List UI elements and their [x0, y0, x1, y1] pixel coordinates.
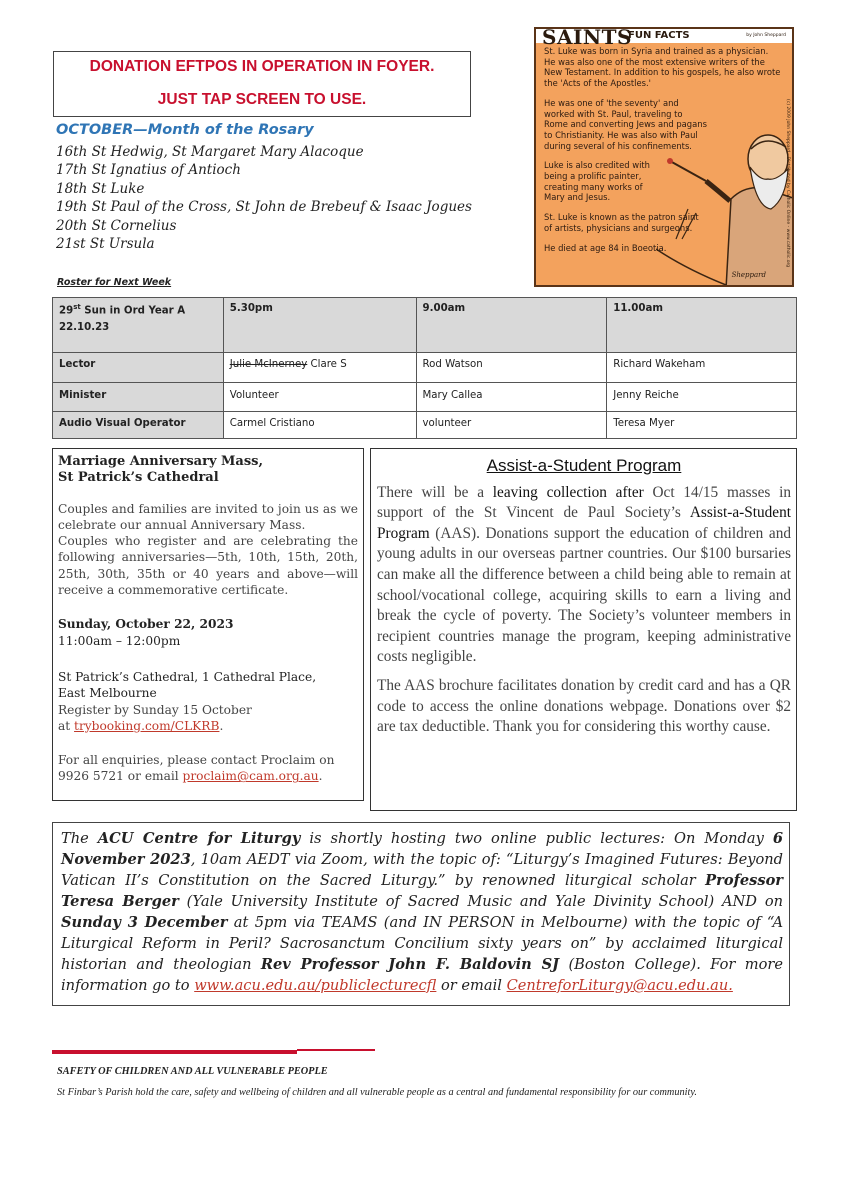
feast-list — [56, 143, 472, 253]
roster-header-time: 11.00am — [607, 298, 797, 353]
acu-centre-name: ACU Centre for Liturgy — [97, 830, 301, 847]
struck-name: Julie McInerney — [229, 359, 308, 370]
roster-table — [52, 297, 797, 439]
footer-divider — [52, 1050, 297, 1054]
roster-header-row — [53, 298, 797, 353]
speaker-2: Rev Professor John F. Baldovin SJ — [260, 956, 560, 973]
marriage-venue-2: East Melbourne — [58, 686, 157, 701]
marriage-intro: Couples and families are invited to join us as we celebrate our annual Anniversary Mass. — [58, 501, 358, 532]
lecture-date-2: Sunday 3 December — [61, 914, 228, 931]
text-span: (AAS). Donations support the education of children and young adults in our overseas partner countries. Our $100 bursaries can make all the difference between a child being able to remain at school/vocational college, acquiring skills to earn a living and break the cycle of poverty. The Society’s volunteer members in recipient countries manage the program, keeping administrative costs negligible. — [377, 524, 791, 666]
roster-date: 22.10.23 — [59, 322, 110, 334]
safety-title: SAFETY OF CHILDREN AND ALL VULNERABLE PEOPLE — [57, 1066, 328, 1077]
text-span: (Yale University Institute of Sacred Music and Yale Divinity School) AND on — [178, 893, 783, 910]
feast-item: 16th St Hedwig, St Margaret Mary Alacoque — [56, 144, 364, 160]
feast-item: 19th St Paul of the Cross, St John de Brebeuf & Isaac Jogues — [56, 199, 472, 216]
assist-title: Assist-a-Student Program — [486, 456, 682, 475]
acu-lecture-box — [52, 822, 790, 1006]
marriage-venue-1: St Patrick’s Cathedral, 1 Cathedral Place, — [58, 669, 317, 684]
marriage-title-2: St Patrick’s Cathedral — [58, 470, 219, 486]
saints-title: SAINTS — [542, 27, 632, 49]
saints-signature: Sheppard — [731, 271, 766, 279]
footer-divider-thin — [297, 1049, 375, 1051]
saints-byline: by John Sheppard — [746, 33, 786, 38]
feast-item: 18th St Luke — [56, 180, 145, 197]
saints-credit: (c) 2009 John Sheppard - Distributed by Catholic Online - www.catholic.org — [785, 99, 790, 268]
roster-cell: volunteer — [416, 412, 607, 439]
acu-email-link[interactable]: CentreforLiturgy@acu.edu.au. — [506, 977, 733, 994]
safety-statement: St Finbar’s Parish hold the care, safety and wellbeing of children and all vulnerable people as a central and fundamental responsibility for our community. — [57, 1087, 697, 1098]
assist-paragraph-1 — [377, 483, 791, 668]
sunday-number: 29 — [59, 305, 74, 317]
table-row — [53, 412, 797, 439]
roster-cell: Jenny Reiche — [607, 383, 797, 412]
marriage-anniversary-box — [52, 448, 364, 801]
table-row — [53, 383, 797, 412]
text-span: The — [61, 830, 98, 847]
table-row — [53, 353, 797, 383]
trybooking-link[interactable]: trybooking.com/CLKRB — [74, 718, 220, 733]
roster-cell: Mary Callea — [416, 383, 607, 412]
enquiries-text: For all enquiries, please contact Proclaim on 9926 5721 or email — [58, 753, 335, 784]
marriage-details: Couples who register and are celebrating the following anniversaries—5th, 10th, 15th, 20th, 25th, 30th, 35th or 40 years and above—will receive a commemorative certificate. — [58, 534, 358, 598]
roster-cell: Teresa Myer — [607, 412, 797, 439]
roster-cell: Richard Wakeham — [607, 353, 797, 383]
at-text: at — [58, 718, 75, 733]
email-end: . — [318, 769, 323, 784]
leaving-collection-text: leaving collection after — [492, 483, 644, 501]
sunday-label: Sun in Ord Year A — [80, 305, 186, 317]
text-span: Oct 14/15 masses in support of the St Vincent de Paul Society’s — [377, 483, 791, 522]
saints-paragraph: Luke is also credited with being a prolific painter, creating many works of Mary and Jesus. — [544, 160, 650, 203]
proclaim-email-link[interactable]: proclaim@cam.org.au — [182, 769, 319, 784]
text-span: There will be a — [377, 483, 493, 501]
sunday-suffix: st — [73, 303, 81, 311]
feast-item: 20th St Cornelius — [56, 217, 177, 234]
marriage-enquiries — [58, 752, 358, 785]
marriage-register: Register by Sunday 15 October — [58, 702, 252, 717]
feast-item: 21st St Ursula — [56, 236, 155, 253]
marriage-time: 11:00am – 12:00pm — [58, 633, 181, 648]
roster-role: Audio Visual Operator — [53, 412, 224, 439]
roster-cell: Carmel Cristiano — [223, 412, 416, 439]
link-end: . — [219, 718, 224, 733]
saints-subtitle: FUN FACTS — [628, 30, 690, 41]
saints-paragraph: St. Luke is known as the patron saint of artists, physicians and surgeons. — [544, 212, 699, 233]
donation-line-1: DONATION EFTPOS IN OPERATION IN FOYER. — [89, 58, 435, 75]
saints-paragraph: St. Luke was born in Syria and trained as a physician. He was also one of the most extensive writers of the New Testament. In addition to his gospels, he also wrote the 'Acts of the Apostles.' — [544, 46, 781, 89]
roster-header-time: 5.30pm — [223, 298, 416, 353]
acu-website-link[interactable]: www.acu.edu.au/publiclecturecfl — [194, 977, 437, 994]
saints-paragraph: He died at age 84 in Boeotia. — [544, 242, 667, 253]
feast-item: 17th St Ignatius of Antioch — [56, 162, 241, 179]
program-name: Assist-a-Student Program — [377, 504, 791, 542]
saints-fun-facts-panel — [534, 27, 794, 287]
marriage-date: Sunday, October 22, 2023 — [58, 617, 234, 632]
roster-role: Minister — [53, 383, 224, 412]
roster-header-mass — [53, 298, 224, 353]
text-span: is shortly hosting two online public lectures: On Monday — [300, 830, 773, 847]
roster-cell: Volunteer — [223, 383, 416, 412]
assist-a-student-box — [370, 448, 797, 811]
lecture-date-1: 6 November 2023 — [61, 830, 783, 868]
text-span: , 10am AEDT via Zoom, with the topic of: “Liturgy’s Imagined Futures: Beyond Vatican II’s Constitution on the Sacred Liturgy.” by renowned liturgical scholar — [61, 851, 784, 889]
donation-line-2: JUST TAP SCREEN TO USE. — [157, 91, 367, 108]
october-title: OCTOBER—Month of the Rosary — [56, 122, 314, 138]
speaker-1: Professor Teresa Berger — [61, 872, 783, 910]
roster-name: Clare S — [307, 359, 347, 370]
text-span: or email — [436, 977, 507, 994]
assist-paragraph-2: The AAS brochure facilitates donation by credit card and has a QR code to access the online donations webpage. Donations over $2 are tax deductible. Thank you for considering this worthy cause. — [377, 676, 791, 736]
donation-notice — [53, 51, 471, 117]
text-span: (Boston College). For more information go to — [61, 956, 783, 994]
marriage-register-link-line — [58, 718, 358, 734]
roster-role: Lector — [53, 353, 224, 383]
marriage-title-1: Marriage Anniversary Mass, — [58, 454, 264, 469]
saints-paragraph: He was one of 'the seventy' and worked with St. Paul, traveling to Rome and converting Jews and pagans to Christianity. He was also with Paul during several of his confinements. — [544, 97, 707, 151]
saints-text — [544, 46, 784, 262]
roster-header-time: 9.00am — [416, 298, 607, 353]
text-span: at 5pm via TEAMS (and IN PERSON in Melbourne) with the topic of “A Liturgical Reform in Peril? Sacrosanctum Concilium sixty years on” by acclaimed liturgical historian and theologian — [61, 914, 784, 973]
roster-cell — [223, 353, 416, 383]
roster-cell: Rod Watson — [416, 353, 607, 383]
roster-heading: Roster for Next Week — [57, 277, 172, 288]
